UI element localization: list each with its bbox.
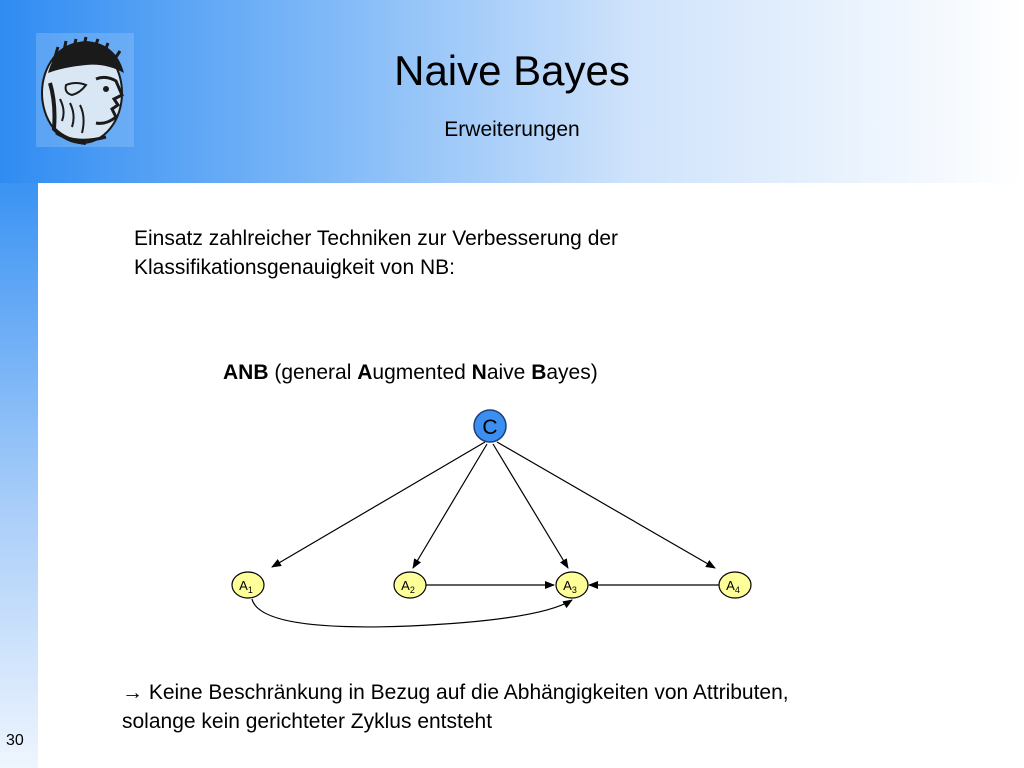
diagram-title-a: A: [357, 361, 373, 384]
diagram-title-abbr: ANB: [223, 361, 269, 384]
attribute-node-a1-sub: 1: [247, 585, 253, 595]
diagram-title-open: (general: [274, 361, 358, 384]
conclusion-line-1: [122, 678, 982, 707]
page-title: Naive Bayes: [394, 47, 630, 94]
diagram-title-a-rest: ugmented: [372, 361, 472, 384]
right-arrow-icon: →: [122, 681, 143, 704]
class-node-label: C: [482, 416, 498, 439]
conclusion-line-2: solange kein gerichteter Zyklus entsteht: [122, 710, 493, 733]
diagram-title-b-rest: ayes): [546, 361, 598, 384]
subtitle-area: [0, 117, 1024, 143]
bayes-network-diagram: [200, 400, 820, 640]
attribute-node-a2-sub: 2: [409, 585, 415, 595]
class-node-c: [474, 410, 506, 442]
attribute-node-a1-label: A: [239, 578, 248, 593]
attribute-node-a3-sub: 3: [571, 585, 577, 595]
diagram-title-n-rest: aive: [486, 361, 532, 384]
page-subtitle: Erweiterungen: [444, 118, 580, 141]
attribute-node-a2-label: A: [401, 578, 410, 593]
edge-a1-a3: [252, 599, 572, 627]
conclusion-line-1-text: Keine Beschränkung in Bezug auf die Abhängigkeiten von Attributen,: [143, 681, 789, 704]
intro-line-1: Einsatz zahlreicher Techniken zur Verbesserung der: [134, 227, 619, 250]
edge-c-a1: [272, 442, 485, 567]
attribute-node-a3-label: A: [563, 578, 572, 593]
diagram-title-b: B: [531, 361, 547, 384]
diagram-title-n: N: [471, 361, 487, 384]
intro-line-2: Klassifikationsgenauigkeit von NB:: [134, 256, 456, 279]
page-number: 30: [6, 732, 24, 749]
title-area: [0, 46, 1024, 96]
conclusion-text: [122, 678, 982, 736]
attribute-node-a4-sub: 4: [734, 585, 740, 595]
attribute-node-a4-label: A: [726, 578, 735, 593]
attribute-node-a2: [394, 572, 426, 598]
attribute-node-a1: [232, 572, 264, 598]
diagram-title: [223, 359, 598, 387]
left-side-band: [0, 183, 38, 768]
intro-text: [134, 224, 834, 282]
attribute-node-a3: [556, 572, 588, 598]
edge-c-a3: [493, 444, 568, 568]
attribute-node-a4: [719, 572, 751, 598]
